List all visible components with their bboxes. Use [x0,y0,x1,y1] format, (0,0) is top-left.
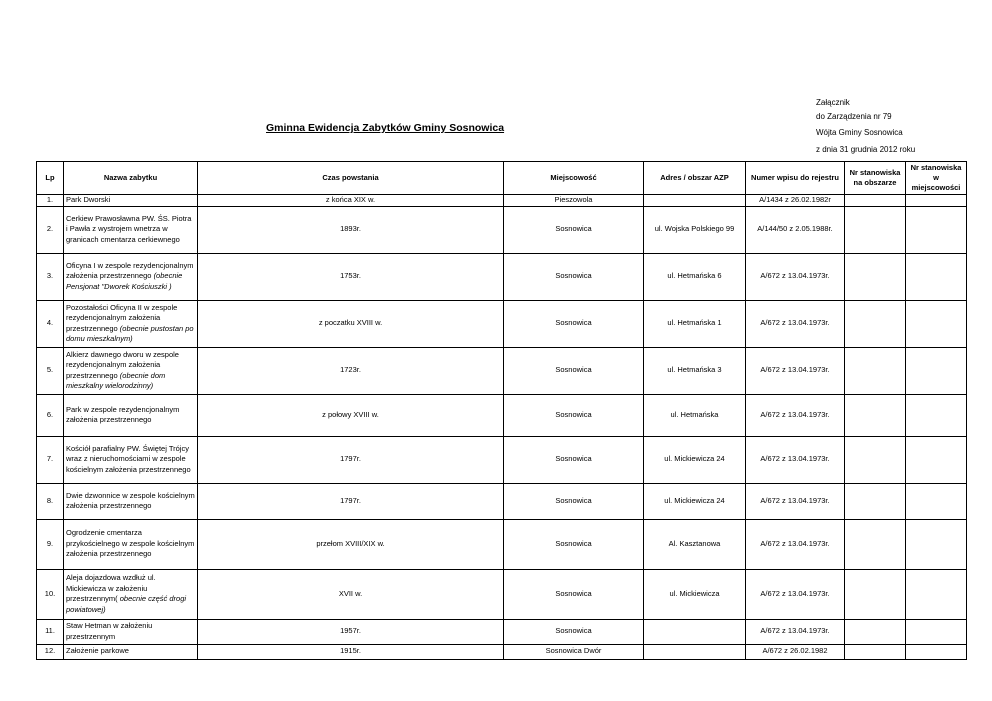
cell-lp: 1. [37,195,64,207]
table-row [37,619,967,644]
cell-place: Sosnowica [504,519,644,569]
cell-place-no [906,206,967,253]
cell-register: A/144/50 z 2.05.1988r. [746,206,845,253]
cell-time: XVII w. [198,569,504,619]
cell-address [644,619,746,644]
cell-time: 1797r. [198,483,504,519]
cell-name [64,644,198,659]
cell-name [64,519,198,569]
cell-address: ul. Hetmańska 3 [644,347,746,394]
cell-address [644,644,746,659]
cell-area-no [845,569,906,619]
cell-name [64,569,198,619]
cell-name [64,436,198,483]
cell-place: Sosnowica [504,253,644,300]
cell-address: ul. Hetmańska 6 [644,253,746,300]
cell-register: A/672 z 13.04.1973r. [746,436,845,483]
cell-time: z połowy XVIII w. [198,394,504,436]
cell-place: Sosnowica [504,569,644,619]
table-row [37,206,967,253]
monuments-table [36,161,967,660]
header-place-no: Nr stanowiska w miejscowości [906,162,967,195]
cell-name [64,619,198,644]
header-area-no: Nr stanowiska na obszarze [845,162,906,195]
cell-place-no [906,347,967,394]
cell-name-italic: (obecnie Pensjonat "Dworek Kościuszki ) [66,271,183,291]
cell-name-italic: (obecnie pustostan po domu mieszkalnym) [66,323,194,343]
cell-lp: 7. [37,436,64,483]
cell-time: 1893r. [198,206,504,253]
cell-register: A/672 z 13.04.1973r. [746,569,845,619]
cell-place-no [906,569,967,619]
cell-lp: 8. [37,483,64,519]
cell-time: 1753r. [198,253,504,300]
cell-name-text: Oficyna I w zespole rezydencjonalnym założenia przestrzennego [66,260,194,281]
cell-name [64,483,198,519]
cell-place-no [906,644,967,659]
cell-address: ul. Hetmańska 1 [644,300,746,347]
cell-name [64,195,198,207]
cell-place: Sosnowica [504,347,644,394]
cell-name-text: Park w zespole rezydencjonalnym założenia przestrzennego [66,404,180,424]
cell-place: Sosnowica [504,619,644,644]
cell-lp: 2. [37,206,64,253]
cell-place: Sosnowica [504,300,644,347]
header-lp: Lp [37,162,64,195]
header-name: Nazwa zabytku [64,162,198,195]
cell-lp: 10. [37,569,64,619]
cell-time: 1915r. [198,644,504,659]
table-row [37,394,967,436]
cell-area-no [845,519,906,569]
cell-area-no [845,619,906,644]
cell-name-text: Dwie dzwonnice w zespole kościelnym założenia przestrzennego [66,490,195,510]
cell-place: Pieszowola [504,195,644,207]
cell-lp: 12. [37,644,64,659]
cell-register: A/672 z 13.04.1973r. [746,347,845,394]
cell-area-no [845,206,906,253]
cell-register: A/672 z 26.02.1982 [746,644,845,659]
header-row [37,162,967,195]
cell-register: A/672 z 13.04.1973r. [746,483,845,519]
cell-time: 1797r. [198,436,504,483]
cell-name-text: Cerkiew Prawosławna PW. ŚS. Piotra i Pawła z wystrojem wnetrza w granicach cmentarza cerkiewnego [66,213,192,244]
cell-place-no [906,195,967,207]
cell-name-italic: obecnie część drogi powiatowej) [66,594,187,614]
cell-name-text: Aleja dojazdowa wzdłuż ul. Mickiewicza w założeniu przestrzennym( [66,573,156,603]
cell-place-no [906,483,967,519]
cell-name-text: Pozostałości Oficyna II w zespole rezydencjonalnym założenia przestrzennego [66,302,178,333]
cell-place: Sosnowica [504,483,644,519]
cell-lp: 6. [37,394,64,436]
cell-area-no [845,195,906,207]
table-row [37,253,967,300]
cell-address: Al. Kasztanowa [644,519,746,569]
cell-register: A/1434 z 26.02.1982r [746,195,845,207]
table-row [37,300,967,347]
cell-place-no [906,300,967,347]
table-row [37,347,967,394]
cell-name-text: Alkierz dawnego dworu w zespole rezydencjonalnym założenia przestrzennego [66,349,179,380]
cell-time: 1723r. [198,347,504,394]
cell-register: A/672 z 13.04.1973r. [746,253,845,300]
cell-area-no [845,436,906,483]
document-title: Gminna Ewidencja Zabytków Gminy Sosnowica [266,122,505,134]
cell-name-text: Założenie parkowe [66,646,129,656]
table-row [37,195,967,207]
annex-note [816,96,915,156]
table-row [37,519,967,569]
cell-place: Sosnowica [504,394,644,436]
cell-lp: 5. [37,347,64,394]
table-row [37,569,967,619]
cell-address: ul. Mickiewicza [644,569,746,619]
cell-area-no [845,347,906,394]
cell-area-no [845,253,906,300]
cell-lp: 11. [37,619,64,644]
cell-address: ul. Hetmańska [644,394,746,436]
table-row [37,483,967,519]
cell-register: A/672 z 13.04.1973r. [746,519,845,569]
header-time: Czas powstania [198,162,504,195]
table-row [37,644,967,659]
cell-place-no [906,436,967,483]
cell-place: Sosnowica [504,206,644,253]
annex-line-4: z dnia 31 grudnia 2012 roku [816,144,916,154]
annex-line-2: do Zarządzenia nr 79 [816,111,892,121]
cell-time: przełom XVIII/XIX w. [198,519,504,569]
header-register: Numer wpisu do rejestru [746,162,845,195]
cell-lp: 4. [37,300,64,347]
cell-lp: 3. [37,253,64,300]
cell-address: ul. Mickiewicza 24 [644,436,746,483]
cell-name-italic: (obecnie dom mieszkalny wielorodzinny) [66,370,166,390]
cell-address: ul. Mickiewicza 24 [644,483,746,519]
cell-place-no [906,253,967,300]
cell-lp: 9. [37,519,64,569]
cell-time: z poczatku XVIII w. [198,300,504,347]
table-row [37,436,967,483]
cell-address: ul. Wojska Polskiego 99 [644,206,746,253]
cell-place-no [906,619,967,644]
annex-line-3: Wójta Gminy Sosnowica [816,128,903,137]
cell-register: A/672 z 13.04.1973r. [746,300,845,347]
cell-area-no [845,483,906,519]
cell-area-no [845,300,906,347]
cell-place-no [906,394,967,436]
cell-name [64,206,198,253]
cell-name-text: Staw Hetman w założeniu przestrzennym [66,621,153,641]
cell-name [64,300,198,347]
cell-time: 1957r. [198,619,504,644]
cell-place: Sosnowica Dwór [504,644,644,659]
cell-area-no [845,644,906,659]
cell-name [64,347,198,394]
header-address: Adres / obszar AZP [644,162,746,195]
cell-name-text: Ogrodzenie cmentarza przykościelnego w zespole kościelnym założenia przestrzennego [66,528,195,559]
cell-time: z końca XIX w. [198,195,504,207]
cell-name-text: Park Dworski [66,195,111,204]
cell-place: Sosnowica [504,436,644,483]
cell-name [64,253,198,300]
header-place: Miejscowość [504,162,644,195]
cell-register: A/672 z 13.04.1973r. [746,619,845,644]
cell-name [64,394,198,436]
cell-name-text: Kościół parafialny PW. Świętej Trójcy wraz z nieruchomościami w zespole kościelnym założenia przestrzennego [66,443,191,474]
annex-line-1: Załącznik [816,98,850,107]
cell-place-no [906,519,967,569]
cell-area-no [845,394,906,436]
cell-register: A/672 z 13.04.1973r. [746,394,845,436]
cell-address [644,195,746,207]
